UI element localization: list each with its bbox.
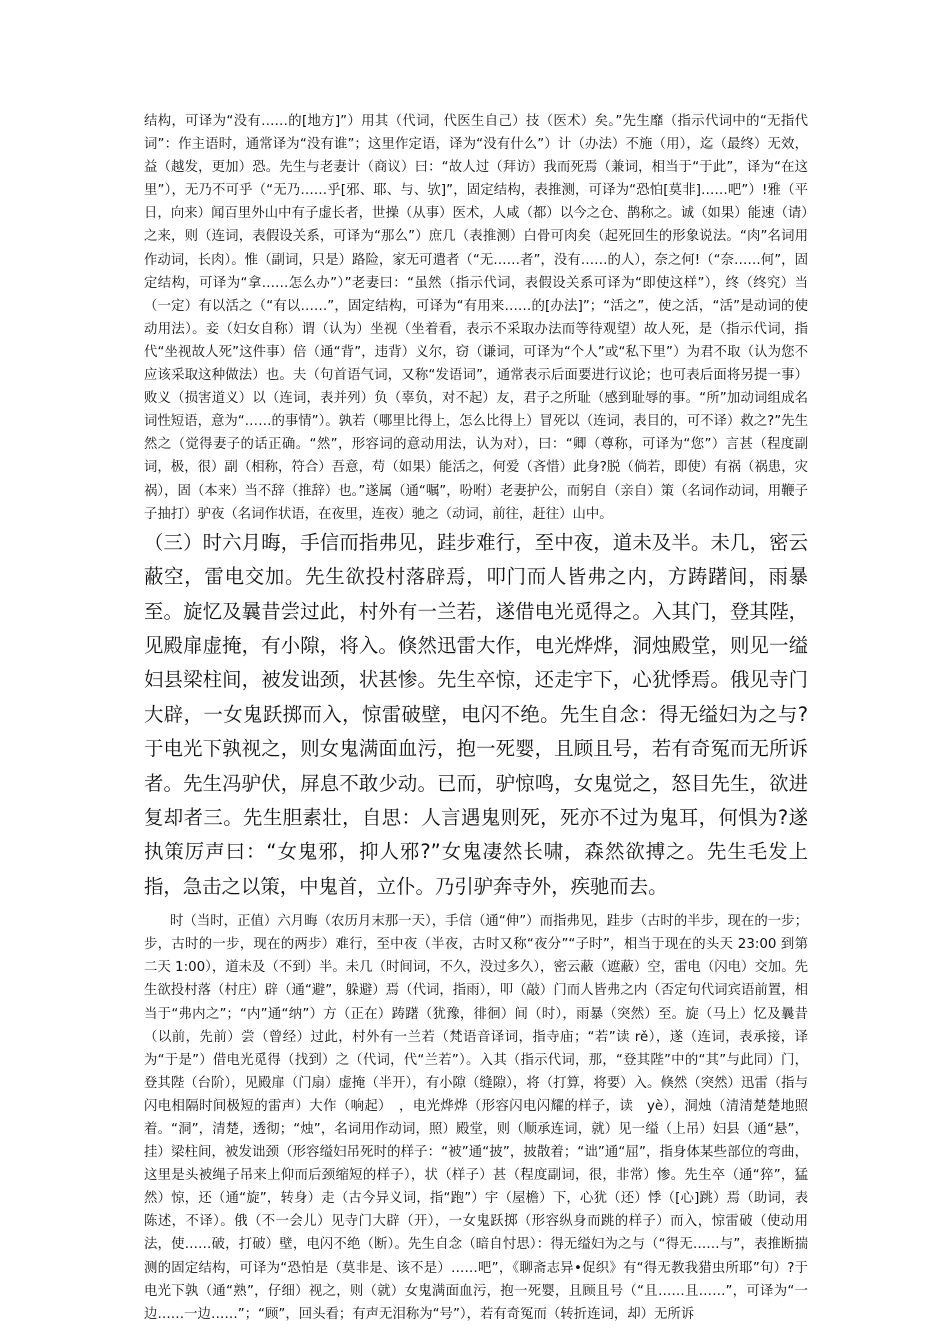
main-text-paragraph-3: （三）时六月晦，手信而指弗见，跬步难行，至中夜，道未及半。未几，密云蔽空，雷电交加。先生欲投村落辟焉，叩门而人皆弗之内，方踌躇间，雨暴至。旋忆及曩昔尝过此，村外有一兰若，遂借电光觅得之。入其门，登其陛，见殿扉虚掩，有小隙，将入。倏然迅雷大作，电光烨烨，洞烛殿堂，则见一缢妇县梁柱间，被发诎颈，状甚惨。先生卒惊，还走宇下，心犹悸焉。俄见寺门大辟，一女鬼跃掷而入，惊雷破壁，电闪不绝。先生自念：得无缢妇为之与?于电光下孰视之，则女鬼满面血污，抱一死婴，且顾且号，若有奇冤而无所诉者。先生冯驴伏，屏息不敢少动。已而，驴惊鸣，女鬼觉之，怒目先生，欲进复却者三。先生胆素壮，自思：人言遇鬼则死，死亦不过为鬼耳，何惧为?遂执策厉声曰：“女鬼邪，抑人邪?”女鬼凄然长啸，森然欲搏之。先生毛发上指，急击之以策，中鬼首，立仆。乃引驴奔寺外，疾驰而去。	[144, 530, 808, 898]
annotation-paragraph-1: 结构，可译为“没有……的[地方]”）用其（代词，代医生自己）技（医术）矣。”先生靡（指示代词中的“无指代词”：作主语时，通常译为“没有谁”；这里作定语，译为“没有什么”）计（办法）不施（用），迄（最终）无效，益（越发，更加）恐。先生与老妻计（商议）曰：“故人过（拜访）我而死焉（兼词，相当于“于此”，译为“在这里”），无乃不可乎（“无乃……乎[邪、耶、与、欤]”，固定结构，表推测，可译为“恐怕[莫非]……吧”）!雅（平日，向来）闻百里外山中有子虚长者，世操（从事）医术，人咸（都）以今之仓、鹊称之。诚（如果）能速（请）之来，则（连词，表假设关系，可译为“那么”）庶几（表推测）白骨可肉矣（起死回生的形象说法。“肉”名词用作动词，长肉）。惟（副词，只是）路险，家无可遣者（“无……者”，没有……的人），奈之何!（“奈……何”，固定结构，可译为“拿……怎么办”）”老妻曰：“虽然（指示代词，表假设关系可译为“即使这样”），终（终究）当（一定）有以活之（“有以……”，固定结构，可译为“有用来……的[办法]”；“活之”，使之活，“活”是动词的使动用法）。妾（妇女自称）谓（认为）坐视（坐着看，表示不采取办法而等待观望）故人死，是（指示代词，指代“坐视故人死”这件事）倍（通“背”，违背）义尔，窃（谦词，可译为“个人”或“私下里”）为君不取（认为您不应该采取这种做法）也。夫（句首语气词，又称“发语词”，通常表示后面要进行议论；也可表后面将另提一事）败义（损害道义）以（连词，表并列）负（辜负，对不起）友，君子之所耻（感到耻辱的事。“所”加动词组成名词性短语，意为“……的事情”）。孰若（哪里比得上，怎么比得上）冒死以（连词，表目的，可不译）救之?”先生然之（觉得妻子的话正确。“然”，形容词的意动用法，认为对），曰：“卿（尊称，可译为“您”）言甚（程度副词，极，很）副（相称，符合）吾意，苟（如果）能活之，何爱（吝惜）此身?脱（倘若，即使）有祸（祸患，灾祸），固（本来）当不辞（推辞）也。”遂属（通“嘱”，吩咐）老妻护公，而躬自（亲自）策（名词作动词，用鞭子子抽打）驴夜（名词作状语，在夜里，连夜）驰之（动词，前往，赶往）山中。	[144, 114, 808, 522]
document-page	[144, 110, 808, 1326]
annotation-paragraph-2: 时（当时，正值）六月晦（农历月末那一天），手信（通“伸”）而指弗见，跬步（古时的半步，现在的一步；步，古时的一步，现在的两步）难行，至中夜（半夜，古时又称“夜分”“子时”，相当于现在的头天 23:00 到第二天 1:00），道未及（不到）半。未几（时间词，不久，没过多久），密云蔽（遮蔽）空，雷电（闪电）交加。先生欲投村落（村庄）辟（通“避”，躲避）焉（代词，指雨），叩（敲）门而人皆弗之内（否定句代词宾语前置，相当于“弗内之”；“内”通“纳”）方（正在）踌躇（犹豫，徘徊）间（时），雨暴（突然）至。旋（马上）忆及曩昔（以前，先前）尝（曾经）过此，村外有一兰若（梵语音译词，指寺庙；“若”读 rě），遂（连词，表承接，译为“于是”）借电光觅得（找到）之（代词，代“兰若”）。入其（指示代词，那，“登其陛”中的“其”与此同）门，登其陛（台阶），见殿扉（门扇）虚掩（半开），有小隙（缝隙），将（打算，将要）入。倏然（突然）迅雷（指与闪电相隔时间极短的雷声）大作（响起） ，电光烨烨（形容闪电闪耀的样子，读 yè），洞烛（清清楚楚地照着。“洞”，清楚，透彻；“烛”，名词用作动词，照）殿堂，则（顺承连词，就）见一缢（上吊）妇县（通“悬”，挂）梁柱间，被发诎颈（形容缢妇吊死时的样子：“被”通“披”，披散着；“诎”通“屈”，指身体某些部位的弯曲，这里是头被绳子吊来上仰而后颈缩短的样子），状（样子）甚（程度副词，很，非常）惨。先生卒（通“猝”，猛然）惊，还（通“旋”，转身）走（古今异义词，指“跑”）宇（屋檐）下，心犹（还）悸（[心]跳）焉（助词，表陈述，不译）。俄（不一会儿）见寺门大辟（开），一女鬼跃掷（形容纵身而跳的样子）而入，惊雷破（使动用法，使……破，打破）壁，电闪不绝（断）。先生自念（暗自忖思）：得无缢妇为之与（“得无……与”，表推断揣测的固定结构，可译为“恐怕是（莫非是、该不是）……吧”，《聊斋志异•促织》有“得无教我猎虫所耶”句）?于电光下孰（通“熟”，仔细）视之，则（就）女鬼满面血污，抱一死婴，且顾且号（“且……且……”，可译为“一边……一边……”；“顾”，回头看；有声无泪称为“号”），若有奇冤而（转折连词，却）无所诉	[144, 914, 808, 1322]
